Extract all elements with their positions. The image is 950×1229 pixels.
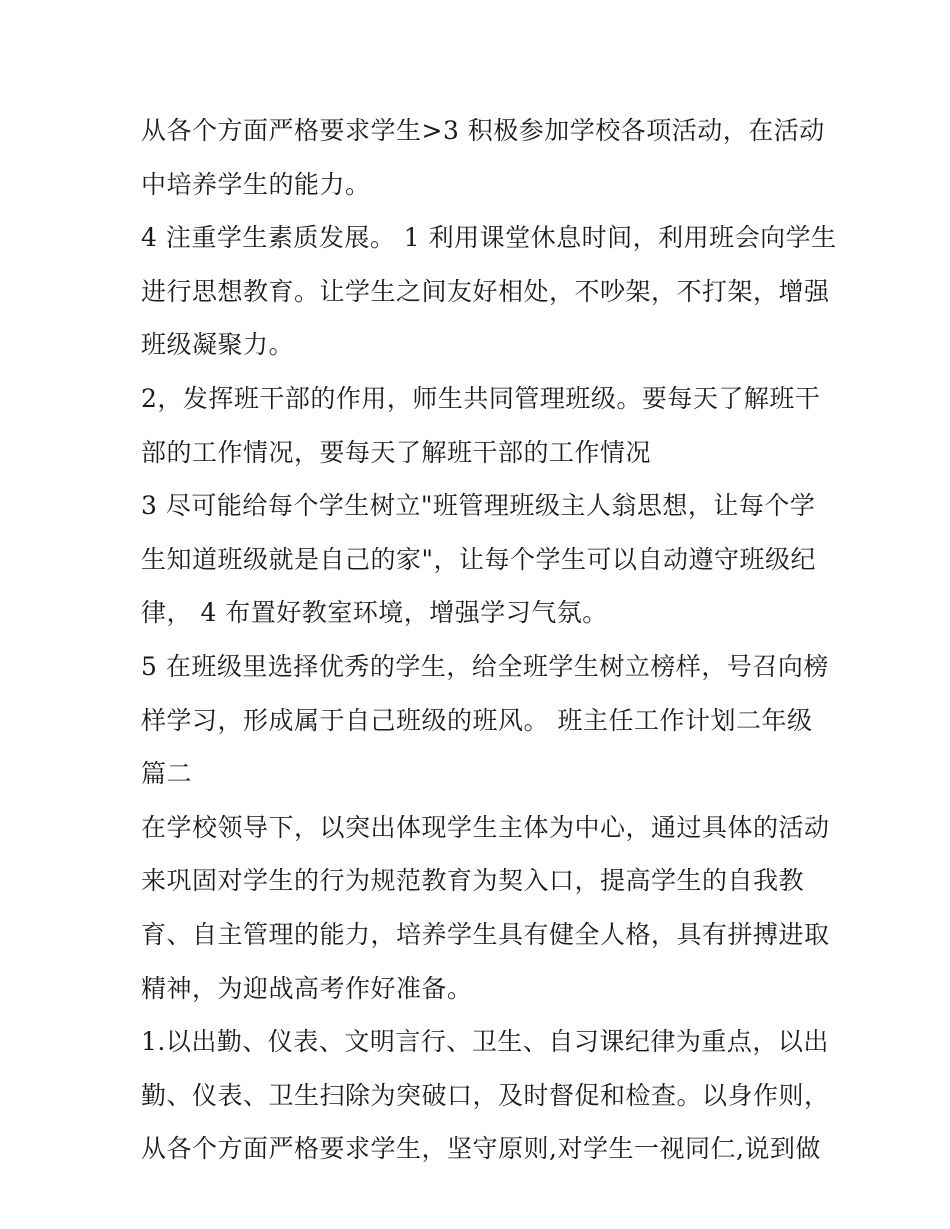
text-line: 从各个方面严格要求学生，坚守原则,对学生一视同仁,说到做 (141, 1134, 821, 1164)
text-line: 进行思想教育。让学生之间友好相处，不吵架，不打架，增强 (141, 276, 830, 306)
text-line: 5 在班级里选择优秀的学生，给全班学生树立榜样，号召向榜 (141, 651, 829, 681)
text-line: 3 尽可能给每个学生树立"班管理班级主人翁思想，让每个学 (141, 491, 816, 521)
text-line: 从各个方面严格要求学生>3 积极参加学校各项活动，在活动 (141, 116, 825, 145)
text-line: 1.以出勤、仪表、文明言行、卫生、自习课纪律为重点，以出 (141, 1027, 829, 1057)
text-line: 中培养学生的能力。 (141, 169, 371, 199)
document-body (141, 104, 837, 1176)
text-line: 班级凝聚力。 (141, 330, 295, 360)
text-line: 样学习，形成属于自己班级的班风。 班主任工作计划二年级 (141, 705, 813, 735)
text-line: 部的工作情况，要每天了解班干部的工作情况 (141, 437, 652, 467)
text-line: 精神，为迎战高考作好准备。 (141, 973, 473, 1003)
text-line: 在学校领导下，以突出体现学生主体为中心，通过具体的活动 (141, 812, 830, 842)
text-line: 育、自主管理的能力，培养学生具有健全人格，具有拼搏进取 (141, 919, 830, 949)
text-line: 来巩固对学生的行为规范教育为契入口，提高学生的自我教 (141, 866, 805, 896)
text-line: 勤、仪表、卫生扫除为突破口，及时督促和检查。以身作则， (141, 1080, 830, 1110)
section-heading: 篇二 (141, 759, 193, 789)
text-line: 4 注重学生素质发展。 1 利用课堂休息时间，利用班会向学生 (141, 223, 837, 253)
text-line: 2，发挥班干部的作用，师生共同管理班级。要每天了解班干 (141, 383, 821, 413)
text-line: 生知道班级就是自己的家"，让每个学生可以自动遵守班级纪 (141, 544, 817, 574)
text-line: 律， 4 布置好教室环境，增强学习气氛。 (141, 598, 608, 628)
